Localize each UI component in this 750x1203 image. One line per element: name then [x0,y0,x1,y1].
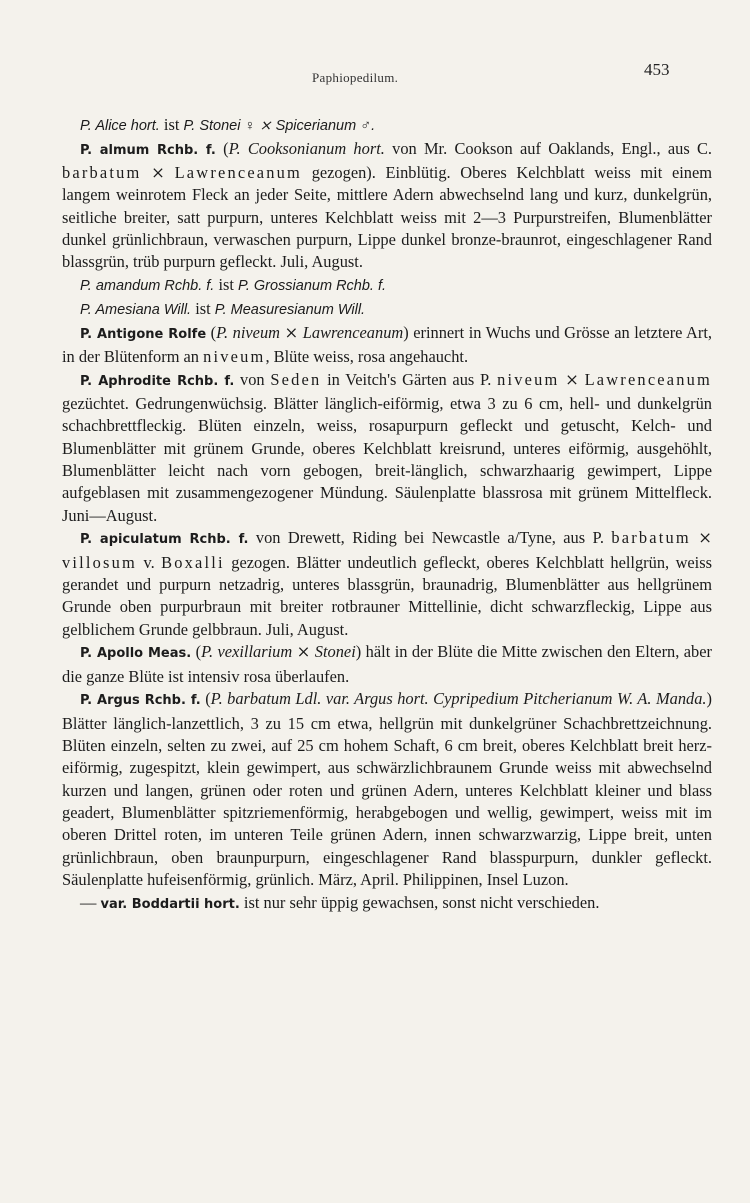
entry-heading: var. Boddartii hort. [100,896,240,912]
entry-text: ) hält in der Blüte die Mitte zwischen den Eltern, aber die ganze Blüte ist intensiv rosa überlaufen. [62,642,712,686]
entry-text: P. niveum ⨯ Lawrenceanum [216,322,404,342]
entry-paragraph [62,369,712,527]
entry-paragraph [62,114,712,137]
species-reference: P. Grossianum Rchb. f. [238,278,387,295]
entry-text: ⨯ [559,369,585,389]
entry-text: P. barbatum Ldl. var. Argus hort. Cypripedium Pitcherianum W. A. Manda. [210,689,707,709]
entry-paragraph [62,322,712,369]
species-reference: P. amandum Rchb. f. [80,278,215,295]
entry-text: von [234,369,271,389]
entry-heading: P. Antigone Rolfe [80,326,207,342]
entry-text: gezogen). Einblütig. Oberes Kelchblatt weiss mit einem langem weinrotem Fleck an jeder Seite, mittlere Adern abwechselnd lang und kurz, dunkelgrün, seitliche breiter, satt purpurn, unteres Kelchblatt weiss mit 2—3 Purpurstreifen, Blumenblätter dunkel grünlichbraun, verwaschen purpurn, Lippe dunkel bronze-braunrot, eingeschlagener Rand blassgrün, trüb purpurn gefleckt. Juli, August. [62,163,713,272]
entry-paragraph [62,298,712,321]
entry-text: , Blüte weiss, rosa angehaucht. [265,346,469,366]
species-reference: P. Alice hort. [80,118,160,134]
entry-text: ) Blätter länglich-lanzettlich, 3 zu 15 cm etwa, hellgrün mit dunkelgrüner Schachbrettzeichnung. Blüten einzeln, selten zu zwei, auf 25 cm hohem Schaft, 6 cm breit, oberes Kelchblatt breit herz-eiförmig, zugespitzt, klein gewimpert, aus schwärzlichbraunem Grunde weiss mit abwechselnd kurzen und langen, grünen oder roten und grünen Adern, unteres Kelchblatt kleiner und blass geadert, Blumenblätter spitzriemenförmig, herabgebogen und wellig, gewimpert, weiss mit im oberen Drittel roten, im unteren Teile grünen Adern, innen schwarzwarzig, Lippe breit, unten grünlichbraun, oben braunpurpurn, eingeschlagener Rand blasspurpurn, dunkler gefleckt. Säulenplatte hufeisenförmig, grünlich. März, April. Philippinen, Insel Luzon. [62,689,712,889]
entry-text: gezüchtet. Gedrungenwüchsig. Blätter länglich-eiförmig, etwa 3 zu 6 cm, hell- und dunkelgrün schachbrettfleckig. Blüten einzeln, weiss, rosapurpurn gefleckt und getuscht, Kelch- und Blumenblätter mit grünem Grunde, oberes Kelchblatt kreisrund, unteres eiförmig, ausgehöhlt, Blumenblätter leicht nach vorn gebogen, breit-länglich, schwarzhaarig gewimpert, Lippe aufgeblasen mit zusammengezogener Mündung. Säulenplatte blassrosa mit grünem Mittelfleck. Juni—August. [62,394,712,525]
running-head: Paphiopedilum. [312,70,399,85]
entry-text: von Drewett, Riding bei Newcastle a/Tyne, aus P. [248,528,612,548]
entry-text: niveum [203,346,266,366]
entry-text: niveum [497,369,560,389]
entry-heading: P. Argus Rchb. f. [80,693,201,709]
entry-text: ( [215,138,229,158]
species-reference: P. Measuresianum Will. [214,301,366,318]
entry-text: ( [200,689,211,709]
entry-paragraph [62,527,712,640]
entry-text: gezogen. Blätter undeutlich gefleckt, oberes Kelchblatt hellgrün, weiss gerandet und purpurn netzadrig, unteres blassgrün, braunadrig, Blumenblätter aus hellgrünem Grunde oben purpurbraun mit breiter rotbrauner Mittellinie, dicht schwarzfleckig, Lippe aus gelblichem Grunde gelbbraun. Juli, August. [62,552,712,639]
entry-text: P. vexillarium ⨯ Stonei [201,642,356,662]
entry-text: ⨯ [141,163,175,183]
entry-paragraph [62,688,712,891]
entry-text: in Veitch's Gärten aus P. [321,369,498,389]
entry-paragraph [62,274,712,297]
entry-text: ( [191,642,202,662]
entry-paragraph [62,641,712,688]
entry-text: barbatum [62,163,142,183]
entry-text: von Mr. Cookson auf Oaklands, Engl., aus C. [384,138,713,158]
entry-text: ( [206,322,217,342]
entry-text: ist [191,298,215,318]
entry-text: P. Cooksonianum hort. [228,138,385,158]
entry-text: — [80,892,101,912]
entry-text: barbatum [611,528,691,548]
species-reference: P. Amesiana Will. [80,301,192,318]
entry-heading: P. Aphrodite Rchb. f. [80,373,235,389]
entry-heading: P. almum Rchb. f. [80,142,216,158]
entry-text: Seden [270,369,322,389]
entry-text: ⨯ [690,528,712,548]
entry-heading: P. apiculatum Rchb. f. [80,532,249,548]
body-text [62,114,712,916]
entry-heading: P. Apollo Meas. [80,646,192,662]
species-reference: P. Stonei ♀ ⨯ Spicerianum ♂. [183,118,376,134]
entry-text: ) erinnert in Wuchs und Grösse an letztere Art, in der Blütenform an [62,322,712,366]
entry-text: ist nur sehr üppig gewachsen, sonst nicht verschieden. [239,892,600,912]
entry-text: Boxalli [161,552,225,572]
entry-text: ist [214,275,239,295]
entry-text: villosum [62,552,137,572]
entry-paragraph [62,138,712,274]
entry-text: ist [159,115,184,134]
entry-text: v. [136,552,162,572]
entry-text: Lawrenceanum [174,163,303,183]
entry-text: Lawrenceanum [584,369,712,389]
entry-paragraph [62,892,712,916]
page-number: 453 [644,60,670,79]
